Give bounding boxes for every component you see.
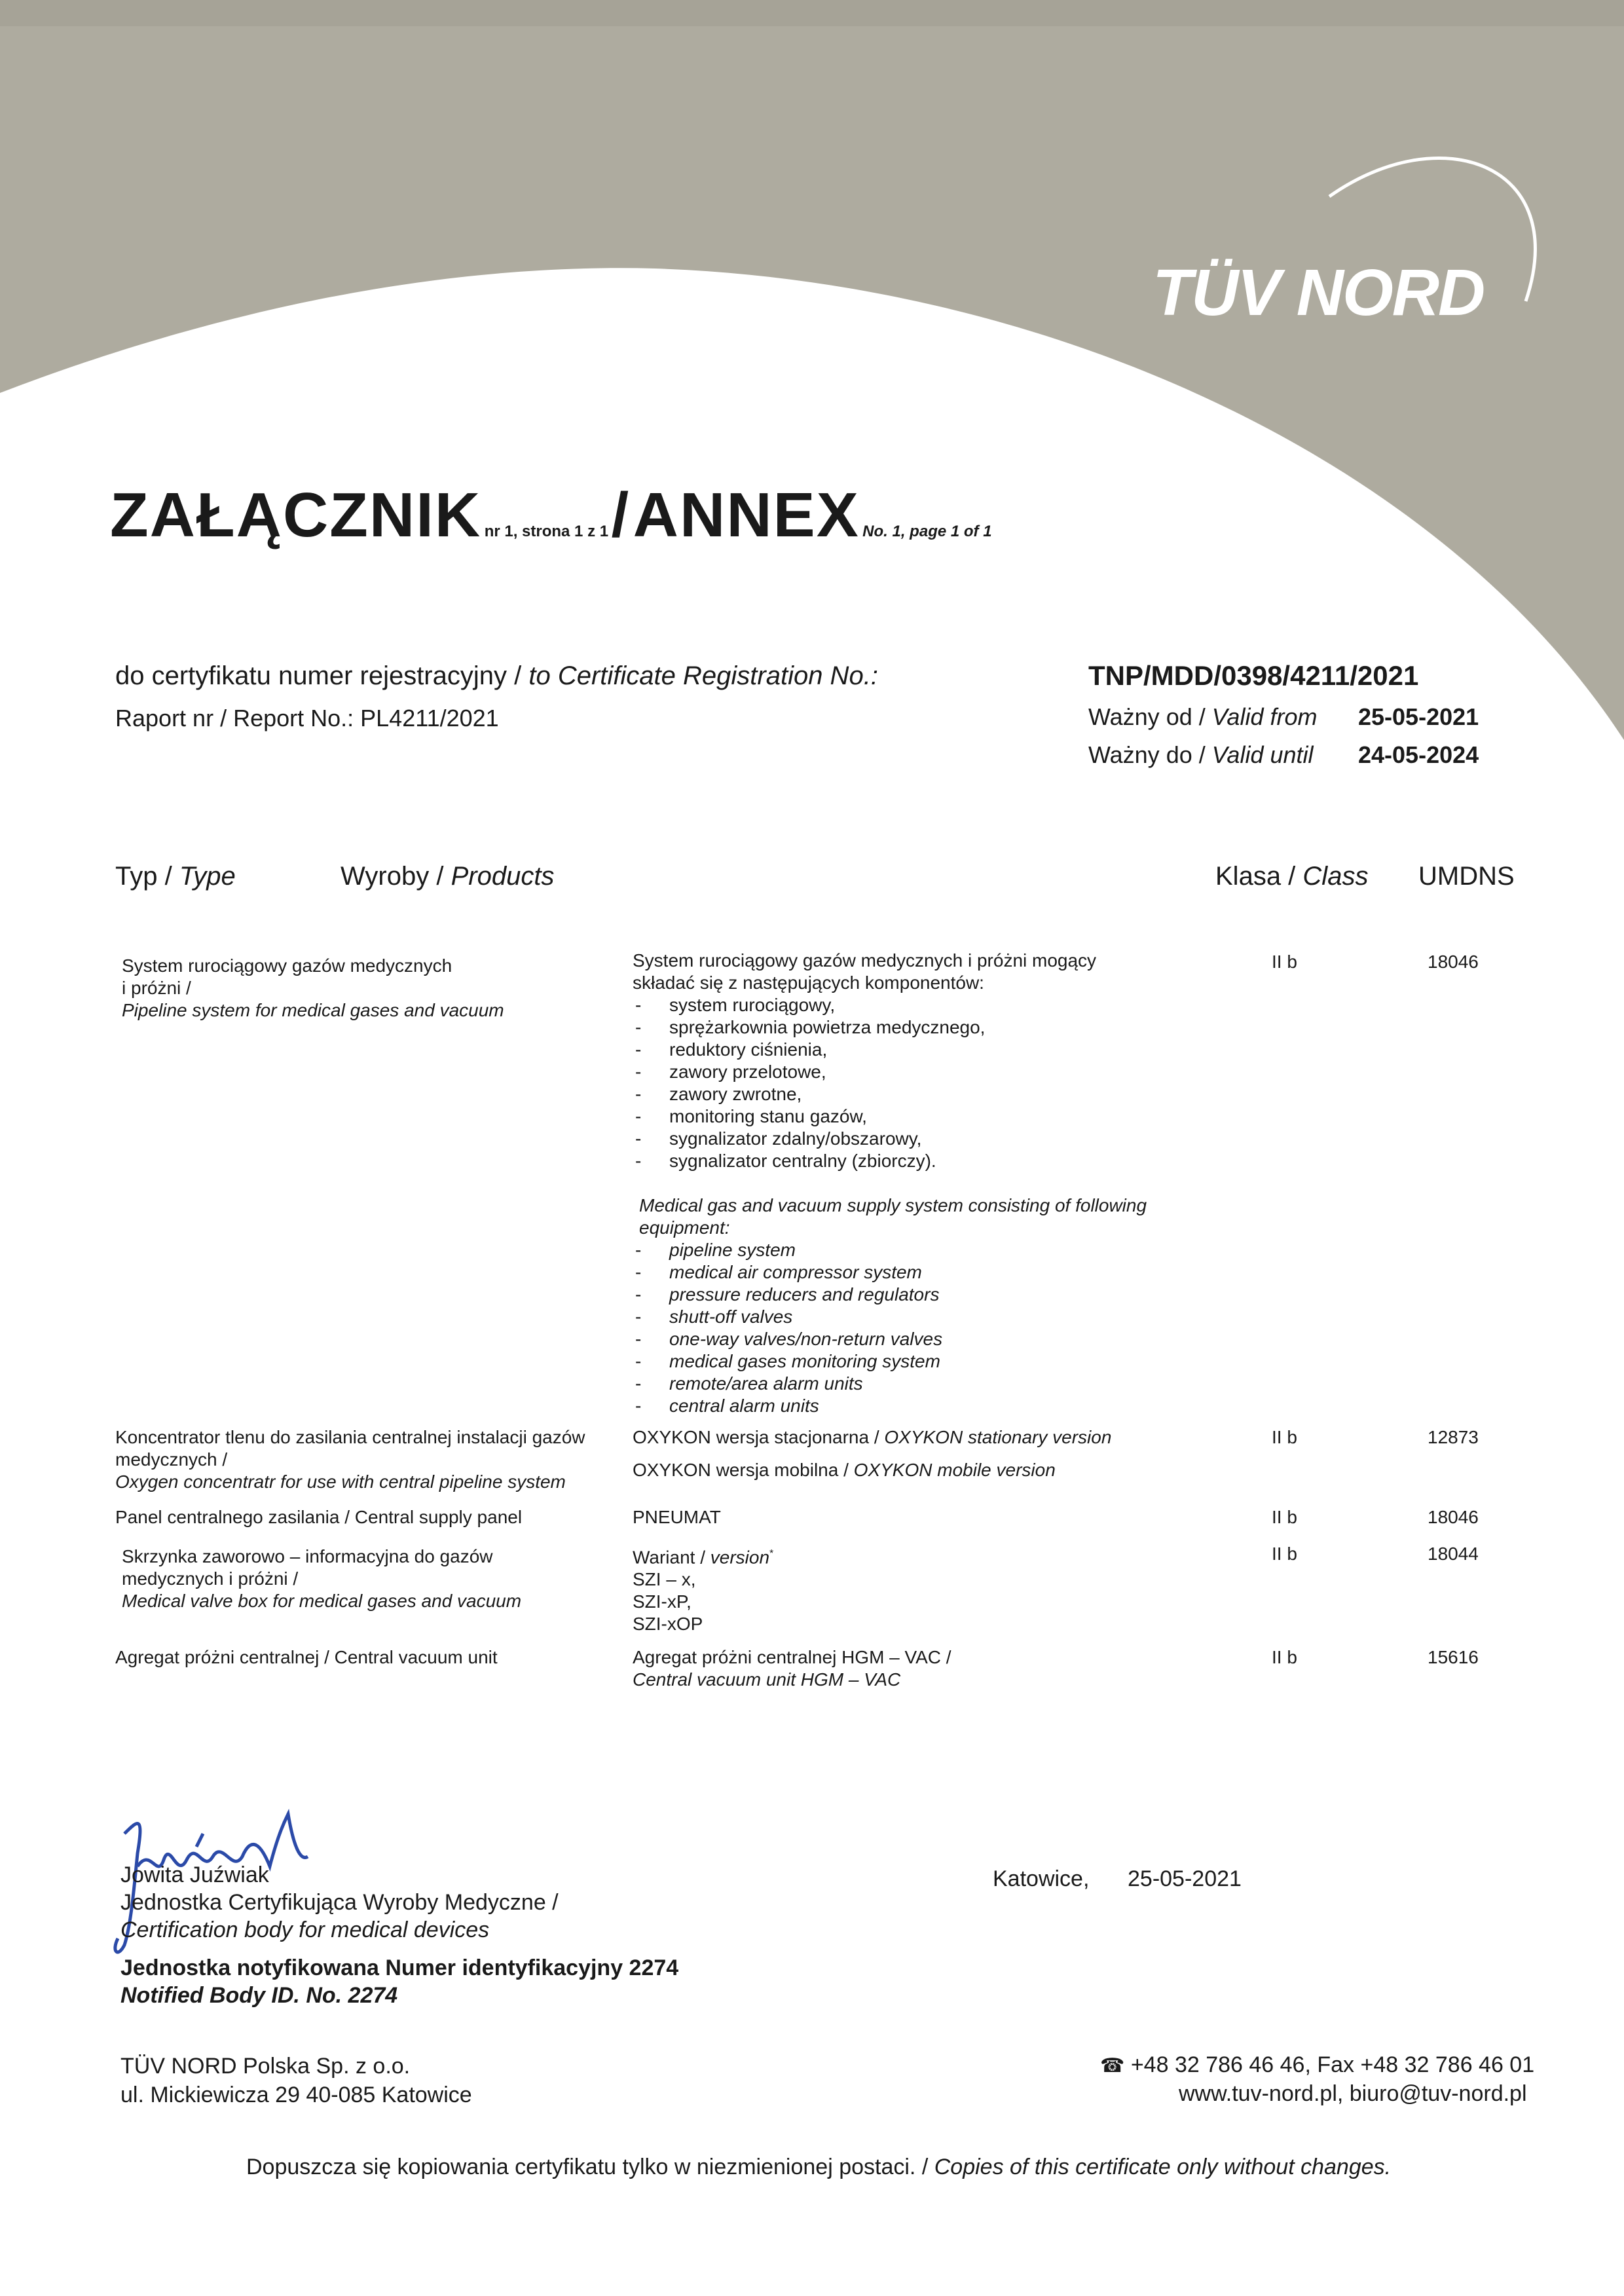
signer-role-pl: Jednostka Certyfikująca Wyroby Medyczne /	[120, 1890, 559, 1915]
list-item: - zawory zwrotne,	[633, 1083, 1147, 1105]
row5-products: Agregat próżni centralnej HGM – VAC / Central vacuum unit HGM – VAC	[633, 1647, 951, 1690]
row2-class: II b	[1272, 1427, 1297, 1447]
list-item: - sprężarkownia powietrza medycznego,	[633, 1016, 1147, 1039]
row3-product: PNEUMAT	[633, 1507, 721, 1527]
footer-address: ul. Mickiewicza 29 40-085 Katowice	[120, 2083, 472, 2107]
title-pl: ZAŁĄCZNIK	[110, 480, 482, 550]
list-item: - sygnalizator centralny (zbiorczy).	[633, 1150, 1147, 1172]
row4-products: Wariant / version* SZI – x, SZI-xP, SZI-xOP	[633, 1547, 774, 1635]
list-item: - pipeline system	[633, 1239, 1147, 1261]
footer-phone: ☎ +48 32 786 46 46, Fax +48 32 786 46 01	[1100, 2052, 1535, 2077]
signer-name: Jowita Juźwiak	[120, 1862, 269, 1887]
title-en-sub: No. 1, page 1 of 1	[862, 523, 992, 540]
list-item: - sygnalizator zdalny/obszarowy,	[633, 1128, 1147, 1150]
row5-class: II b	[1272, 1647, 1297, 1667]
row4-umdns: 18044	[1428, 1544, 1479, 1564]
list-item: - reduktory ciśnienia,	[633, 1039, 1147, 1061]
list-item: - system rurociągowy,	[633, 994, 1147, 1016]
notified-body-en: Notified Body ID. No. 2274	[120, 1983, 398, 2008]
page-title	[110, 479, 992, 551]
list-item: - pressure reducers and regulators	[633, 1284, 1147, 1306]
valid-until: Ważny do / Valid until	[1088, 741, 1314, 768]
header-products: Wyroby / Products	[341, 862, 555, 891]
title-sep: /	[611, 480, 631, 550]
phone-icon: ☎	[1100, 2055, 1125, 2077]
tuv-nord-logo: TÜV NORD	[1153, 256, 1485, 329]
row2-type: Koncentrator tlenu do zasilania centralnej instalacji gazów medycznych / Oxygen concentratr for use with central pipeline system	[115, 1427, 585, 1492]
row4-class: II b	[1272, 1544, 1297, 1564]
row1-type: System rurociągowy gazów medycznych i próżni / Pipeline system for medical gases and vacuum	[122, 955, 504, 1020]
list-item: - medical gases monitoring system	[633, 1350, 1147, 1373]
row1-products: System rurociągowy gazów medycznych i próżni mogący składać się z następujących komponentów: - system rurociągowy, - sprężarkownia powietrza medycznego, - reduktory ciśnienia, - zawory przelotowe, - zawory zwrotne, - monitoring stanu gazów, - sygnalizator zdalny/obszarowy, - sygnalizator centralny (zbiorczy). Medical gas and vacuum supply system consisting of following equipment: - pipeline system - medical air compressor system - pressure reducers and regulators - shutt-off valves - one-way valves/non-return valves - medical gases monitoring system - remote/area alarm units - central alarm units	[633, 950, 1147, 1417]
list-item: - central alarm units	[633, 1395, 1147, 1417]
copy-notice: Dopuszcza się kopiowania certyfikatu tylko w niezmienionej postaci. / Copies of this certificate only without changes.	[246, 2155, 1392, 2179]
row2-umdns: 12873	[1428, 1427, 1479, 1447]
valid-from: Ważny od / Valid from	[1088, 703, 1318, 730]
row1-umdns: 18046	[1428, 952, 1479, 972]
signature-date: 25-05-2021	[1128, 1866, 1242, 1891]
row2-products: OXYKON wersja stacjonarna / OXYKON stationary version OXYKON wersja mobilna / OXYKON mobile version	[633, 1427, 1112, 1480]
title-en: ANNEX	[633, 480, 860, 550]
footer-web: www.tuv-nord.pl, biuro@tuv-nord.pl	[1179, 2081, 1527, 2106]
valid-until-date: 24-05-2024	[1358, 741, 1479, 768]
row5-umdns: 15616	[1428, 1647, 1479, 1667]
list-item: - remote/area alarm units	[633, 1373, 1147, 1395]
certificate-label: do certyfikatu numer rejestracyjny / to Certificate Registration No.:	[115, 661, 878, 690]
signer-role-en: Certification body for medical devices	[120, 1917, 490, 1942]
valid-from-date: 25-05-2021	[1358, 703, 1479, 730]
row4-type: Skrzynka zaworowo – informacyjna do gazów medycznych i próżni / Medical valve box for medical gases and vacuum	[122, 1546, 522, 1611]
header-class: Klasa / Class	[1215, 862, 1369, 891]
row1-class: II b	[1272, 952, 1297, 972]
row3-umdns: 18046	[1428, 1507, 1479, 1527]
footer-company: TÜV NORD Polska Sp. z o.o.	[120, 2054, 411, 2079]
notified-body-pl: Jednostka notyfikowana Numer identyfikacyjny 2274	[120, 1955, 679, 1980]
certificate-number: TNP/MDD/0398/4211/2021	[1088, 660, 1419, 691]
list-item: - monitoring stanu gazów,	[633, 1105, 1147, 1128]
header-umdns: UMDNS	[1418, 862, 1515, 891]
list-item: - medical air compressor system	[633, 1261, 1147, 1284]
row3-class: II b	[1272, 1507, 1297, 1527]
header-type: Typ / Type	[115, 862, 236, 891]
row3-type: Panel centralnego zasilania / Central supply panel	[115, 1507, 523, 1527]
report-number: Raport nr / Report No.: PL4211/2021	[115, 705, 499, 731]
signature-place: Katowice,	[993, 1866, 1090, 1891]
row5-type: Agregat próżni centralnej / Central vacuum unit	[115, 1647, 498, 1667]
list-item: - zawory przelotowe,	[633, 1061, 1147, 1083]
title-pl-sub: nr 1, strona 1 z 1	[484, 523, 609, 540]
list-item: - one-way valves/non-return valves	[633, 1328, 1147, 1350]
list-item: - shutt-off valves	[633, 1306, 1147, 1328]
